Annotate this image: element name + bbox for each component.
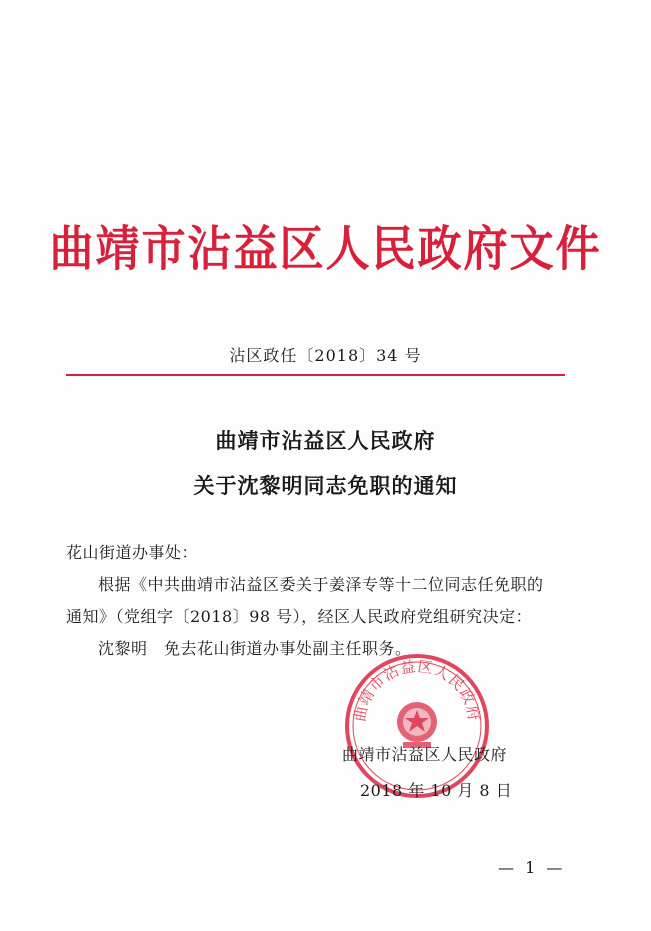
seal-arc-text: 曲靖市沾益区人民政府 [350,657,484,723]
notice-title-line-2: 关于沈黎明同志免职的通知 [193,473,458,498]
notice-title-line-1: 曲靖市沾益区人民政府 [215,428,436,453]
addressee: 花山街道办事处： [66,543,199,562]
body-paragraph-line-1: 根据《中共曲靖市沾益区委关于姜泽专等十二位同志任免职的 [98,575,544,594]
page-number: — 1 — [498,858,566,877]
issuing-authority: 曲靖市沾益区人民政府 [342,745,508,764]
document-number: 沾区政任〔2018〕34 号 [229,346,422,365]
masthead-title: 曲靖市沾益区人民政府文件 [49,221,602,277]
body-paragraph-decision: 沈黎明 免去花山街道办事处副主任职务。 [98,639,412,658]
issue-date: 2018 年 10 月 8 日 [360,781,513,800]
body-paragraph-line-2: 通知》（党组字〔2018〕98 号），经区人民政府党组研究决定： [66,607,533,626]
red-divider-rule [66,374,565,376]
